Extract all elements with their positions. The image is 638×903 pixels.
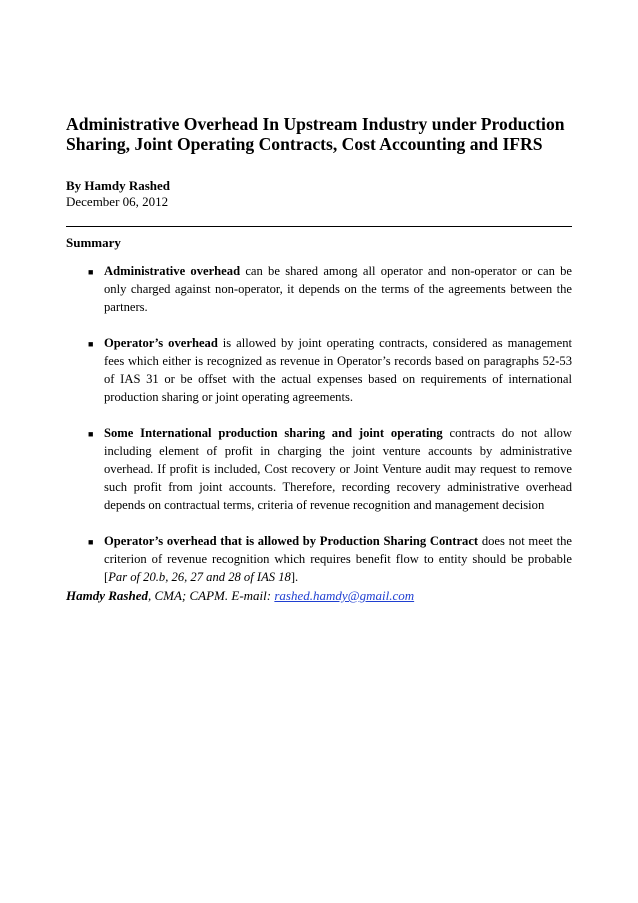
summary-item-operators-overhead	[66, 334, 572, 406]
horizontal-divider	[66, 226, 572, 227]
document-title: Administrative Overhead In Upstream Industry under Production Sharing, Joint Operating Contracts, Cost Accounting and IFRS	[66, 114, 565, 154]
summary-item-text: contracts do not allow including element of profit in charging the joint venture accounts by administrative overhead. If profit is included, Cost recovery or Joint Venture audit may request to remove such profit from joint accounts. Therefore, recording recovery administrative overhead depends on contractual terms, criteria of revenue recognition and management decision	[104, 426, 572, 512]
square-bullet-icon: ■	[88, 429, 94, 439]
summary-item-lead: Operator’s overhead	[104, 336, 218, 350]
square-bullet-icon: ■	[88, 537, 94, 547]
summary-list	[66, 262, 572, 604]
summary-item-text: does not meet the criterion of revenue recognition which requires benefit flow to entity should be probable [	[104, 534, 572, 584]
author-contact	[66, 588, 414, 604]
ias-citation: Par of 20.b, 26, 27 and 28 of IAS 18	[108, 570, 291, 584]
summary-item-lead: Operator’s overhead that is allowed by Production Sharing Contract	[104, 534, 479, 548]
summary-item-international-contracts	[66, 424, 572, 514]
summary-item-lead: Administrative overhead	[104, 264, 241, 278]
summary-item-text: can be shared among all operator and non-operator or can be only charged against non-operator, it depends on the terms of the agreements between the partners.	[104, 264, 573, 314]
citation-close: ].	[290, 570, 299, 584]
square-bullet-icon: ■	[88, 339, 94, 349]
author-name: Hamdy Rashed	[66, 588, 148, 603]
publication-date: December 06, 2012	[66, 194, 169, 209]
email-link[interactable]: rashed.hamdy@gmail.com	[274, 588, 415, 603]
summary-item-administrative-overhead	[66, 262, 572, 316]
summary-item-production-sharing-overhead	[66, 532, 572, 586]
author-credentials: , CMA; CAPM. E-mail:	[147, 588, 275, 603]
summary-item-lead: Some International production sharing and joint operating	[104, 426, 443, 440]
summary-heading: Summary	[66, 235, 121, 250]
square-bullet-icon: ■	[88, 267, 94, 277]
summary-item-text: is allowed by joint operating contracts, considered as management fees which either is recognized as revenue in Operator’s records based on paragraphs 52-53 of IAS 31 or be offset with the actual expenses based on requirements of international production sharing or joint operating agreements.	[104, 336, 572, 404]
author-line: By Hamdy Rashed	[66, 178, 171, 193]
